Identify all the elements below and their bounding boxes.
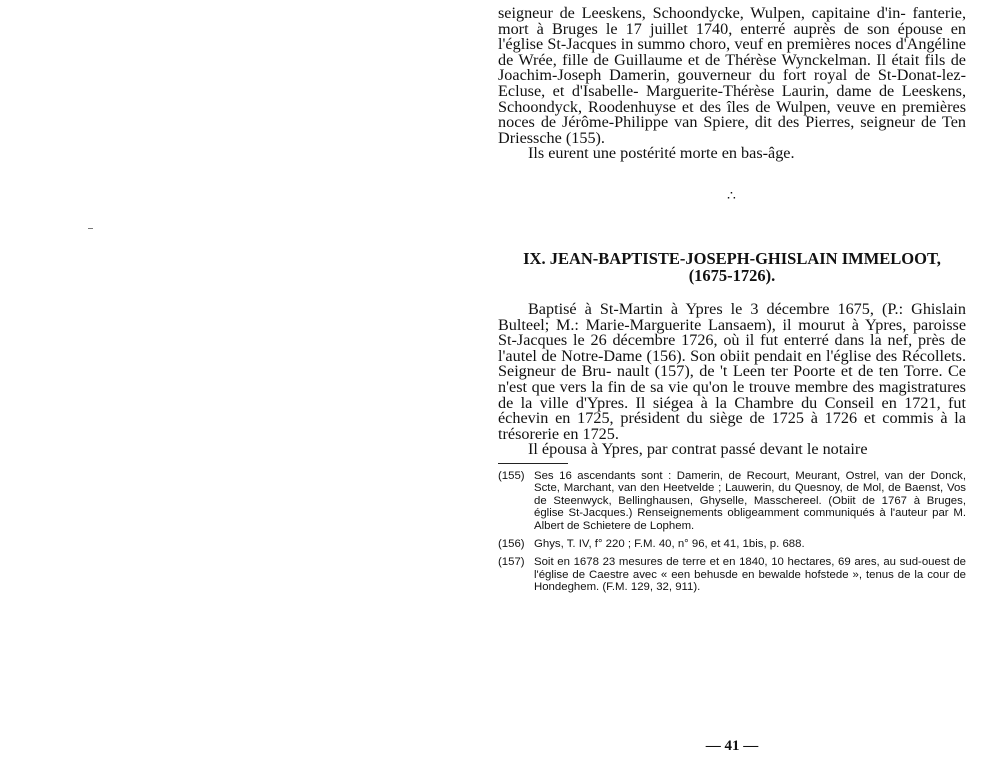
text-line: Thérèse Wynckelman. Il était fils de Joachim-Joseph Damerin, (498, 50, 966, 85)
footnote-number: (156) (498, 537, 525, 550)
text-line: Ten Driessche (155). (498, 113, 966, 147)
footnote-separator (498, 463, 568, 464)
body-paragraph: Il épousa à Ypres, par contrat passé devant le notaire (528, 440, 868, 459)
chapter-title: JEAN-BAPTISTE-JOSEPH-GHISLAIN IMMELOOT, (549, 248, 941, 268)
footnote-line: van der Donck, Scte, Marchant, van den Heetvelde ; Lauwerin, (534, 469, 967, 495)
footnote-number: (157) (498, 556, 525, 569)
text-line: mourut à Ypres, paroisse St-Jacques le 26 décembre 1726, où (498, 315, 966, 350)
text-line: nault (157), de 't Leen ter Poorte et de ten Torre. Ce (616, 362, 966, 381)
body-paragraph (498, 299, 967, 443)
text-line: il fut enterré dans la nef, près de l'autel de Notre-Dame (156). (498, 331, 966, 365)
text-column (498, 6, 966, 600)
text-line: Roodenhuyse et des îles de Wulpen, veuve en premières noces (498, 97, 966, 132)
footnote-text (534, 538, 966, 550)
text-line: Baptisé à St-Martin à Ypres le 3 décembre 1675, (528, 299, 874, 318)
text-line: son épouse en l'église St-Jacques in summo choro, veuf en (498, 19, 966, 54)
footnote-line: Soit en 1678 23 mesures de terre et en 1840, 10 hectares, 69 ares, (534, 556, 880, 569)
text-line: magistratures de la ville d'Ypres. Il siégea à la Chambre du (498, 377, 966, 412)
text-line: seigneur de Leeskens, Schoondycke, Wulpen, capitaine d'in- (498, 4, 906, 22)
footnote-text (534, 470, 966, 532)
posterity-paragraph: Ils eurent une postérité morte en bas-âge. (528, 144, 795, 163)
chapter-number: IX. (523, 248, 546, 268)
text-line: premières noces d'Angéline de Wrée, fille de Guillaume et de (498, 35, 966, 69)
text-line: Son obiit pendait en l'église des Récollets. Seigneur de Bru- (498, 346, 966, 381)
footnote-line: hofstede », tenus de la cour de Hondeghem. (F.M. 129, 32, 911). (534, 568, 967, 594)
footnote-line: du Quesnoy, de Mol, de Baenst, Vos de Steenwyck, Bellinghausen, (534, 482, 966, 507)
text-line: de Jérôme-Philippe van Spiere, dit des Pierres, seigneur de (540, 113, 937, 132)
footnote-number: (155) (498, 469, 525, 482)
continuation-paragraph (498, 6, 966, 146)
section-ornament: ∴ (727, 188, 737, 204)
text-line: Marguerite-Thérèse Laurin, dame de Leeskens, Schoondyck, (498, 81, 966, 116)
footnote-line: Renseignements obligeamment communiqués à l'auteur par M. Albert (534, 507, 966, 532)
scan-speck (88, 228, 93, 229)
footnote-line: Ghyselle, Masschereel. (Obiit de 1767 à Bruges, église St-Jacques.) (534, 494, 966, 520)
footnote-156 (498, 538, 966, 550)
chapter-heading (498, 250, 966, 284)
footnote-line: de Schietere de Lophem. (566, 519, 695, 532)
text-line: n'est que vers la fin de sa vie qu'on le trouve membre des (498, 377, 875, 396)
text-line: 1725 à 1726 et commis à la trésorerie en 1725. (498, 409, 966, 443)
text-line: (P.: Ghislain Bulteel; M.: Marie-Marguerite Lansaem), il (498, 299, 966, 334)
chapter-body (498, 299, 967, 459)
footnote-line: au sud-ouest de l'église de Caestre avec « een behusde en bewalde (534, 556, 967, 581)
footnote-line: Ghys, T. IV, f° 220 ; F.M. 40, n° 96, et 41, 1bis, p. 688. (534, 537, 805, 550)
chapter-dates: (1675-1726). (688, 265, 776, 285)
text-line: Conseil en 1721, fut échevin en 1725, président du siège de (498, 393, 967, 428)
footnote-157 (498, 556, 966, 593)
page-number: — 41 — (705, 738, 759, 754)
footnote-line: Ses 16 ascendants sont : Damerin, de Recourt, Meurant, Ostrel, (534, 469, 880, 482)
footnote-155 (498, 470, 966, 532)
text-line: fanterie, mort à Bruges le 17 juillet 1740, enterré auprès de (498, 4, 966, 38)
text-line: gouverneur du fort royal de St-Donat-lez-Ecluse, et d'Isabelle- (498, 66, 966, 100)
footnote-text (534, 556, 966, 593)
